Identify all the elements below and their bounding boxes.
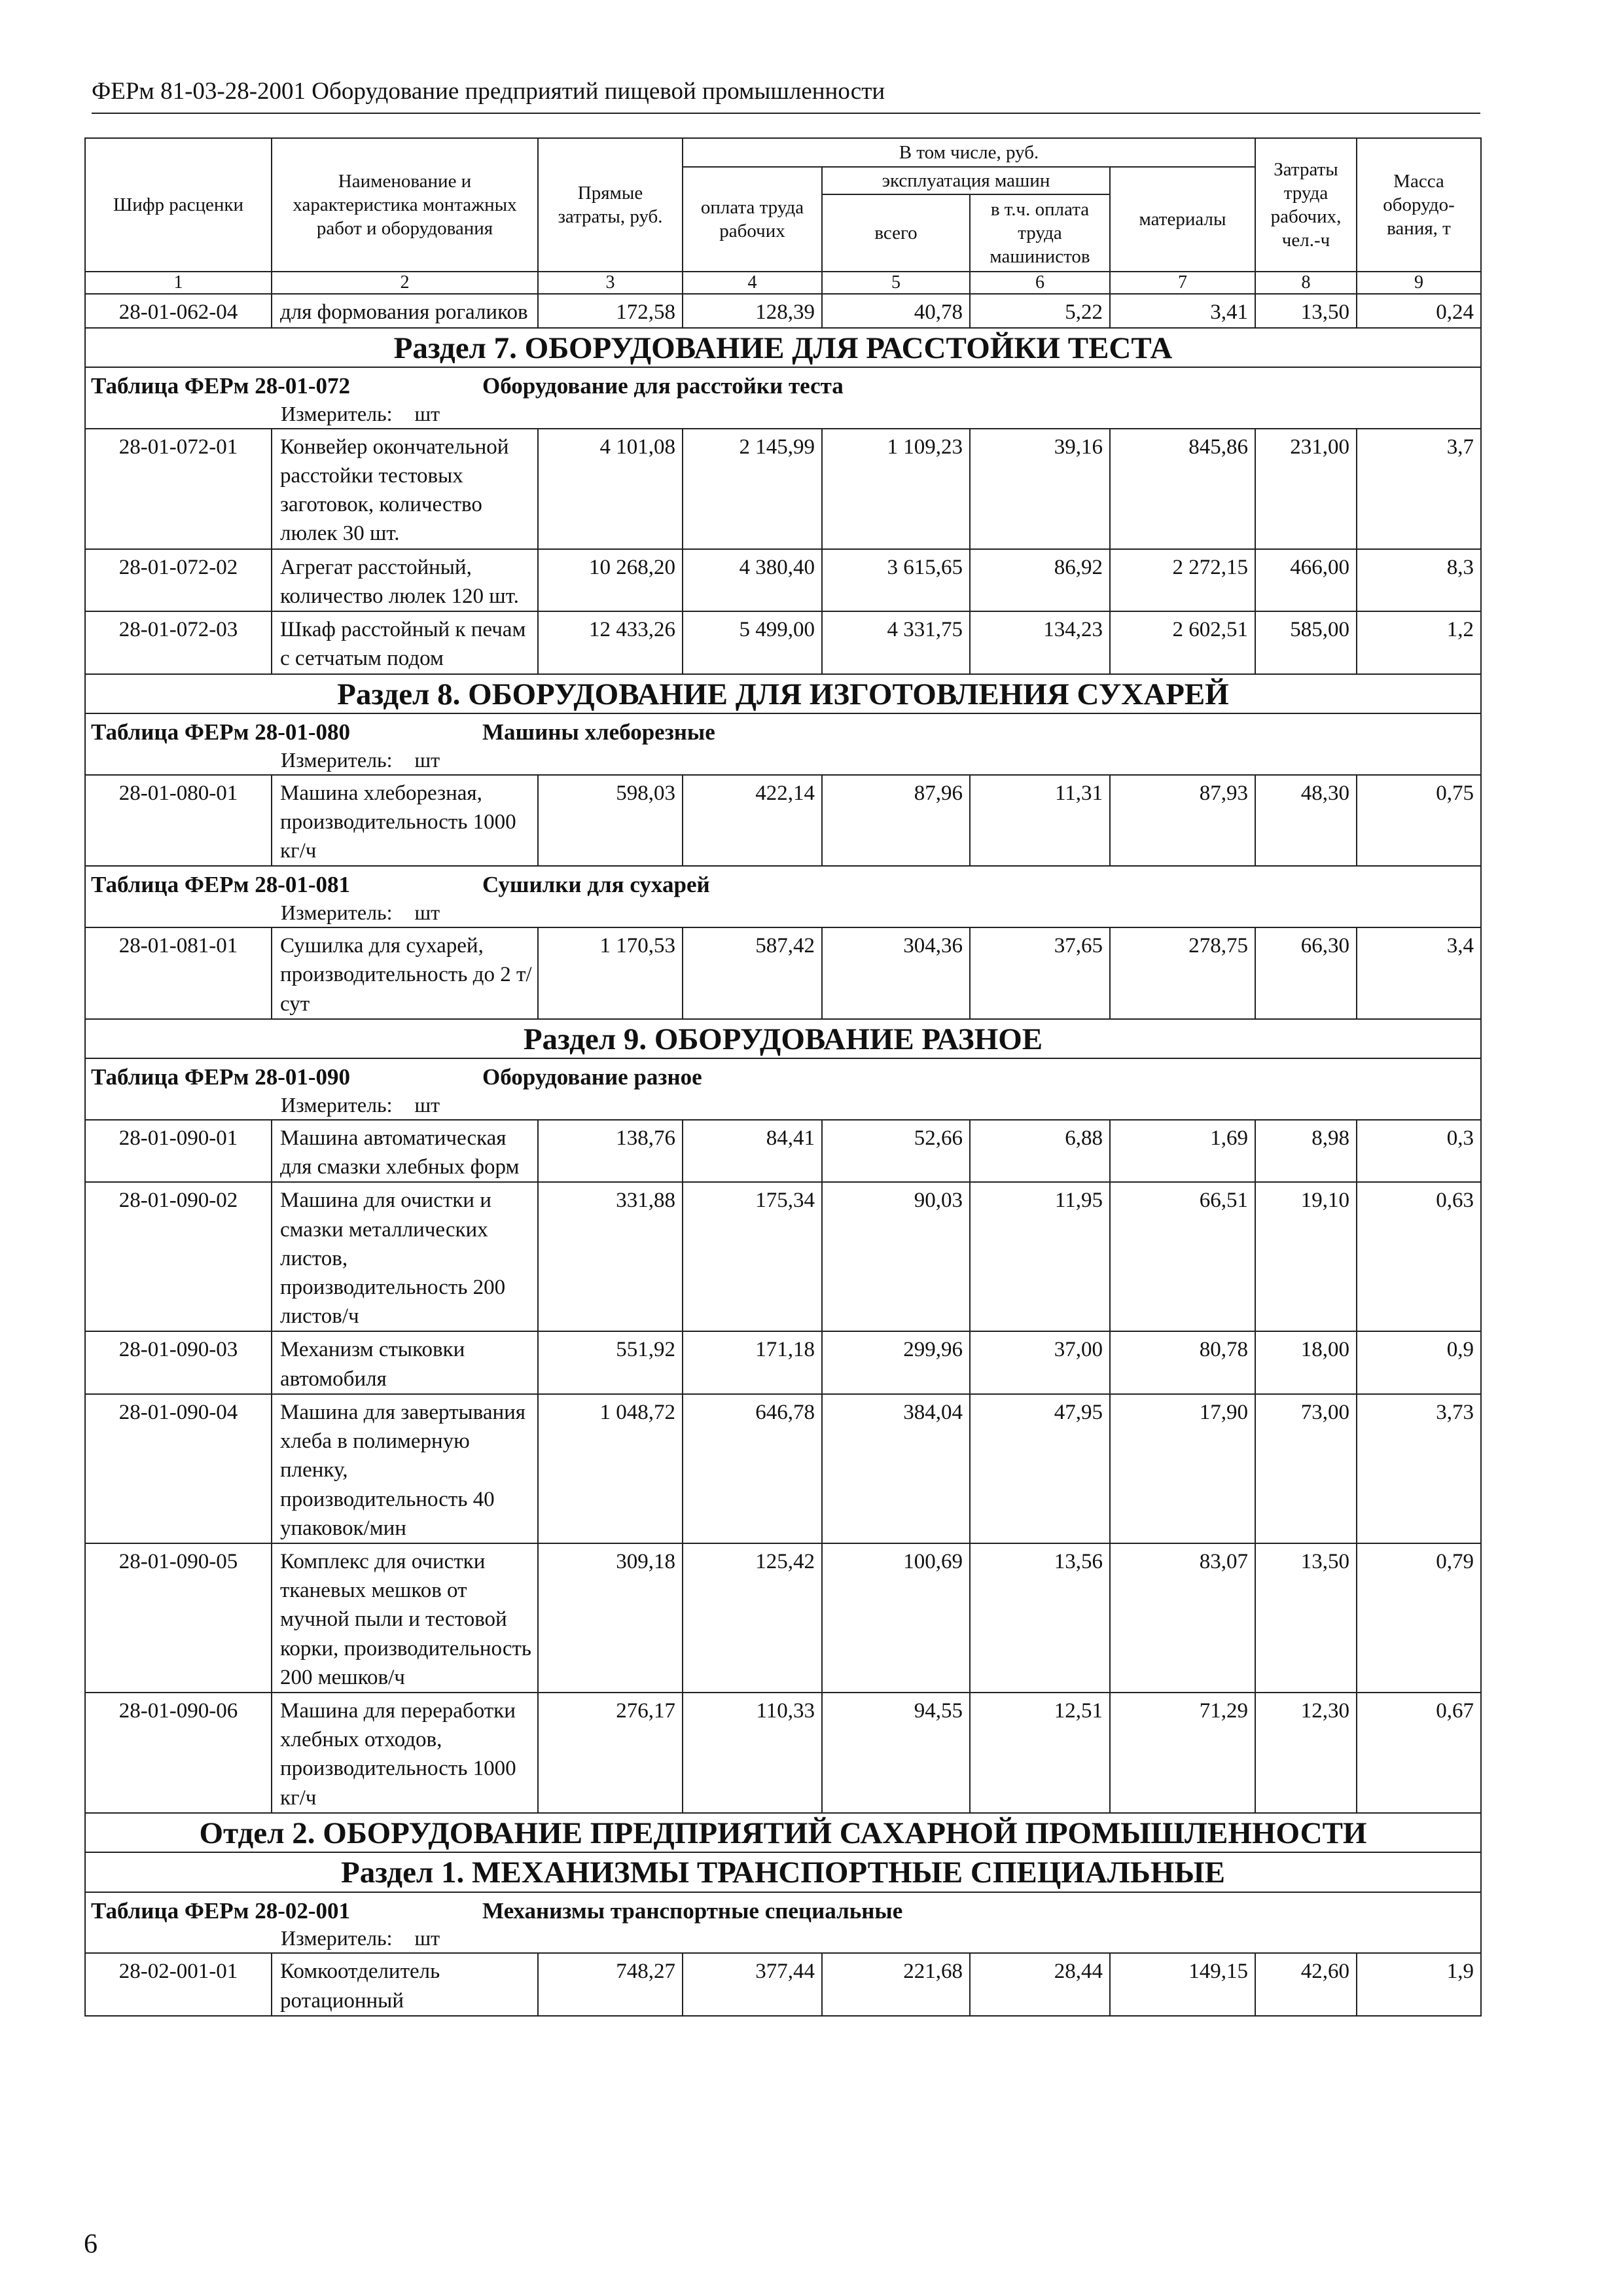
value-cell: 47,95 xyxy=(970,1394,1110,1543)
header-machines-total: всего xyxy=(822,194,970,272)
table-body xyxy=(85,294,1481,2015)
value-cell: 17,90 xyxy=(1110,1394,1255,1543)
value-cell: 84,41 xyxy=(683,1120,822,1182)
table-unit xyxy=(85,1925,1481,1953)
table-row xyxy=(85,927,1481,1019)
value-cell: 384,04 xyxy=(822,1394,970,1543)
value-cell: 466,00 xyxy=(1255,549,1357,611)
value-cell: 19,10 xyxy=(1255,1182,1357,1331)
section-heading-row xyxy=(85,328,1481,367)
table-caption xyxy=(85,1892,1481,1926)
table-code: Таблица ФЕРм 28-02-001 xyxy=(91,1897,351,1924)
header-labor-hours: Затраты труда рабочих, чел.-ч xyxy=(1255,138,1357,272)
value-cell: 125,42 xyxy=(683,1543,822,1693)
header-machine-operation: эксплуатация машин xyxy=(822,167,1110,194)
value-cell: 12,51 xyxy=(970,1693,1110,1813)
unit-label: Измеритель: xyxy=(281,401,393,425)
table-title: Сушилки для сухарей xyxy=(482,872,710,898)
value-cell: 6,88 xyxy=(970,1120,1110,1182)
header-machinists-pay: в т.ч. оплата труда машинистов xyxy=(970,194,1110,272)
value-cell: 1 170,53 xyxy=(538,927,683,1019)
value-cell: 37,65 xyxy=(970,927,1110,1019)
work-name: Механизм стыковки автомобиля xyxy=(272,1331,538,1393)
work-name: Комкоотделитель ротационный xyxy=(272,1953,538,2015)
table-caption-row xyxy=(85,1058,1481,1092)
table-caption-row xyxy=(85,1892,1481,1926)
value-cell: 171,18 xyxy=(683,1331,822,1393)
rate-code: 28-01-062-04 xyxy=(85,294,272,327)
work-name: Машина для переработки хлебных отходов, производительность 1000 кг/ч xyxy=(272,1693,538,1813)
value-cell: 231,00 xyxy=(1255,429,1357,549)
rates-table-container xyxy=(84,137,1480,2017)
table-title: Машины хлеборезные xyxy=(482,719,715,745)
value-cell: 40,78 xyxy=(822,294,970,327)
table-row xyxy=(85,1120,1481,1182)
table-row xyxy=(85,775,1481,867)
value-cell: 110,33 xyxy=(683,1693,822,1813)
value-cell: 278,75 xyxy=(1110,927,1255,1019)
value-cell: 66,51 xyxy=(1110,1182,1255,1331)
value-cell: 2 272,15 xyxy=(1110,549,1255,611)
rate-code: 28-02-001-01 xyxy=(85,1953,272,2015)
value-cell: 11,95 xyxy=(970,1182,1110,1331)
value-cell: 0,3 xyxy=(1357,1120,1481,1182)
value-cell: 94,55 xyxy=(822,1693,970,1813)
column-numbers-row xyxy=(85,272,1481,294)
work-name: Машина автоматическая для смазки хлебных форм xyxy=(272,1120,538,1182)
value-cell: 13,50 xyxy=(1255,1543,1357,1693)
value-cell: 73,00 xyxy=(1255,1394,1357,1543)
rate-code: 28-01-090-01 xyxy=(85,1120,272,1182)
value-cell: 4 380,40 xyxy=(683,549,822,611)
column-number: 9 xyxy=(1357,272,1481,294)
rate-code: 28-01-081-01 xyxy=(85,927,272,1019)
value-cell: 748,27 xyxy=(538,1953,683,2015)
value-cell: 4 331,75 xyxy=(822,611,970,673)
table-row xyxy=(85,294,1481,327)
value-cell: 175,34 xyxy=(683,1182,822,1331)
section-title: Раздел 9. ОБОРУДОВАНИЕ РАЗНОЕ xyxy=(85,1019,1481,1058)
value-cell: 8,3 xyxy=(1357,549,1481,611)
column-number: 5 xyxy=(822,272,970,294)
table-code: Таблица ФЕРм 28-01-090 xyxy=(91,1064,351,1090)
work-name: Сушилка для сухарей, производительность до 2 т/сут xyxy=(272,927,538,1019)
work-name: Комплекс для очистки тканевых мешков от мучной пыли и тестовой корки, производительность 200 мешков/ч xyxy=(272,1543,538,1693)
value-cell: 1,2 xyxy=(1357,611,1481,673)
rate-code: 28-01-090-04 xyxy=(85,1394,272,1543)
value-cell: 80,78 xyxy=(1110,1331,1255,1393)
value-cell: 39,16 xyxy=(970,429,1110,549)
header-equipment-mass: Масса оборудо-вания, т xyxy=(1357,138,1481,272)
table-row xyxy=(85,1182,1481,1331)
table-title: Механизмы транспортные специальные xyxy=(482,1897,903,1924)
column-number: 3 xyxy=(538,272,683,294)
rate-code: 28-01-090-06 xyxy=(85,1693,272,1813)
table-unit xyxy=(85,899,1481,927)
value-cell: 598,03 xyxy=(538,775,683,867)
table-row xyxy=(85,1693,1481,1813)
rate-code: 28-01-072-01 xyxy=(85,429,272,549)
work-name: для формования рогаликов xyxy=(272,294,538,327)
section-heading-row xyxy=(85,1852,1481,1892)
value-cell: 10 268,20 xyxy=(538,549,683,611)
value-cell: 5,22 xyxy=(970,294,1110,327)
table-title: Оборудование разное xyxy=(482,1064,702,1090)
table-row xyxy=(85,1953,1481,2015)
value-cell: 587,42 xyxy=(683,927,822,1019)
column-number: 7 xyxy=(1110,272,1255,294)
value-cell: 86,92 xyxy=(970,549,1110,611)
value-cell: 172,58 xyxy=(538,294,683,327)
section-title: Раздел 1. МЕХАНИЗМЫ ТРАНСПОРТНЫЕ СПЕЦИАЛЬНЫЕ xyxy=(85,1852,1481,1892)
value-cell: 3,41 xyxy=(1110,294,1255,327)
value-cell: 276,17 xyxy=(538,1693,683,1813)
value-cell: 1,9 xyxy=(1357,1953,1481,2015)
value-cell: 299,96 xyxy=(822,1331,970,1393)
value-cell: 0,79 xyxy=(1357,1543,1481,1693)
value-cell: 551,92 xyxy=(538,1331,683,1393)
value-cell: 13,56 xyxy=(970,1543,1110,1693)
value-cell: 42,60 xyxy=(1255,1953,1357,2015)
table-caption xyxy=(85,1058,1481,1092)
value-cell: 149,15 xyxy=(1110,1953,1255,2015)
value-cell: 1 048,72 xyxy=(538,1394,683,1543)
rate-code: 28-01-090-02 xyxy=(85,1182,272,1331)
section-heading-row xyxy=(85,1813,1481,1852)
header-labor-pay: оплата труда рабочих xyxy=(683,167,822,272)
value-cell: 3,73 xyxy=(1357,1394,1481,1543)
table-row xyxy=(85,549,1481,611)
work-name: Конвейер окончательной расстойки тестовых заготовок, количество люлек 30 шт. xyxy=(272,429,538,549)
table-unit-row xyxy=(85,1925,1481,1953)
table-unit-row xyxy=(85,401,1481,429)
rate-code: 28-01-072-02 xyxy=(85,549,272,611)
value-cell: 2 145,99 xyxy=(683,429,822,549)
work-name: Машина хлеборезная, производительность 1000 кг/ч xyxy=(272,775,538,867)
value-cell: 71,29 xyxy=(1110,1693,1255,1813)
table-unit-row xyxy=(85,1092,1481,1120)
value-cell: 2 602,51 xyxy=(1110,611,1255,673)
column-number: 2 xyxy=(272,272,538,294)
unit-label: Измеритель: xyxy=(281,1926,393,1950)
value-cell: 0,63 xyxy=(1357,1182,1481,1331)
table-unit xyxy=(85,1092,1481,1120)
table-row xyxy=(85,429,1481,549)
value-cell: 585,00 xyxy=(1255,611,1357,673)
rate-code: 28-01-072-03 xyxy=(85,611,272,673)
value-cell: 0,9 xyxy=(1357,1331,1481,1393)
column-number: 6 xyxy=(970,272,1110,294)
unit-label: Измеритель: xyxy=(281,901,393,925)
value-cell: 646,78 xyxy=(683,1394,822,1543)
column-number: 4 xyxy=(683,272,822,294)
value-cell: 134,23 xyxy=(970,611,1110,673)
work-name: Машина для завертывания хлеба в полимерную пленку, производительность 40 упаковок/мин xyxy=(272,1394,538,1543)
header-including: В том числе, руб. xyxy=(683,138,1255,167)
value-cell: 221,68 xyxy=(822,1953,970,2015)
table-row xyxy=(85,1331,1481,1393)
unit-value: шт xyxy=(414,401,440,425)
value-cell: 52,66 xyxy=(822,1120,970,1182)
value-cell: 3 615,65 xyxy=(822,549,970,611)
value-cell: 128,39 xyxy=(683,294,822,327)
value-cell: 48,30 xyxy=(1255,775,1357,867)
value-cell: 309,18 xyxy=(538,1543,683,1693)
unit-value: шт xyxy=(414,747,440,772)
value-cell: 138,76 xyxy=(538,1120,683,1182)
table-code: Таблица ФЕРм 28-01-072 xyxy=(91,373,351,399)
section-title: Отдел 2. ОБОРУДОВАНИЕ ПРЕДПРИЯТИЙ САХАРНОЙ ПРОМЫШЛЕННОСТИ xyxy=(85,1813,1481,1852)
value-cell: 13,50 xyxy=(1255,294,1357,327)
rate-code: 28-01-090-05 xyxy=(85,1543,272,1693)
value-cell: 0,24 xyxy=(1357,294,1481,327)
value-cell: 3,4 xyxy=(1357,927,1481,1019)
value-cell: 87,96 xyxy=(822,775,970,867)
table-unit-row xyxy=(85,899,1481,927)
work-name: Агрегат расстойный, количество люлек 120 шт. xyxy=(272,549,538,611)
work-name: Шкаф расстойный к печам с сетчатым подом xyxy=(272,611,538,673)
rate-code: 28-01-090-03 xyxy=(85,1331,272,1393)
column-number: 8 xyxy=(1255,272,1357,294)
header-name: Наименование и характеристика монтажных работ и оборудования xyxy=(272,138,538,272)
unit-value: шт xyxy=(414,901,440,925)
value-cell: 4 101,08 xyxy=(538,429,683,549)
work-name: Машина для очистки и смазки металлических листов, производительность 200 листов/ч xyxy=(272,1182,538,1331)
value-cell: 87,93 xyxy=(1110,775,1255,867)
column-number: 1 xyxy=(85,272,272,294)
value-cell: 304,36 xyxy=(822,927,970,1019)
table-caption xyxy=(85,866,1481,899)
table-caption-row xyxy=(85,713,1481,747)
value-cell: 0,75 xyxy=(1357,775,1481,867)
value-cell: 66,30 xyxy=(1255,927,1357,1019)
unit-label: Измеритель: xyxy=(281,1092,393,1117)
value-cell: 1 109,23 xyxy=(822,429,970,549)
value-cell: 422,14 xyxy=(683,775,822,867)
header-code: Шифр расценки xyxy=(85,138,272,272)
section-title: Раздел 8. ОБОРУДОВАНИЕ ДЛЯ ИЗГОТОВЛЕНИЯ СУХАРЕЙ xyxy=(85,674,1481,713)
table-caption-row xyxy=(85,866,1481,899)
table-unit xyxy=(85,747,1481,775)
value-cell: 377,44 xyxy=(683,1953,822,2015)
page-header: ФЕРм 81-03-28-2001 Оборудование предприятий пищевой промышленности xyxy=(92,77,1480,114)
value-cell: 37,00 xyxy=(970,1331,1110,1393)
section-heading-row xyxy=(85,674,1481,713)
unit-label: Измеритель: xyxy=(281,747,393,772)
table-unit xyxy=(85,401,1481,429)
header-materials: материалы xyxy=(1110,167,1255,272)
value-cell: 18,00 xyxy=(1255,1331,1357,1393)
value-cell: 1,69 xyxy=(1110,1120,1255,1182)
page-number: 6 xyxy=(84,2229,98,2259)
value-cell: 331,88 xyxy=(538,1182,683,1331)
table-caption xyxy=(85,367,1481,401)
table-caption xyxy=(85,713,1481,747)
table-caption-row xyxy=(85,367,1481,401)
value-cell: 83,07 xyxy=(1110,1543,1255,1693)
value-cell: 12 433,26 xyxy=(538,611,683,673)
value-cell: 12,30 xyxy=(1255,1693,1357,1813)
table-row xyxy=(85,1394,1481,1543)
unit-value: шт xyxy=(414,1926,440,1950)
value-cell: 5 499,00 xyxy=(683,611,822,673)
section-heading-row xyxy=(85,1019,1481,1058)
rates-table xyxy=(84,137,1482,2017)
table-row xyxy=(85,1543,1481,1693)
table-code: Таблица ФЕРм 28-01-081 xyxy=(91,872,351,898)
value-cell: 3,7 xyxy=(1357,429,1481,549)
rate-code: 28-01-080-01 xyxy=(85,775,272,867)
unit-value: шт xyxy=(414,1092,440,1117)
table-unit-row xyxy=(85,747,1481,775)
table-title: Оборудование для расстойки теста xyxy=(482,373,844,399)
value-cell: 0,67 xyxy=(1357,1693,1481,1813)
value-cell: 90,03 xyxy=(822,1182,970,1331)
value-cell: 8,98 xyxy=(1255,1120,1357,1182)
value-cell: 845,86 xyxy=(1110,429,1255,549)
table-code: Таблица ФЕРм 28-01-080 xyxy=(91,719,351,745)
value-cell: 100,69 xyxy=(822,1543,970,1693)
value-cell: 28,44 xyxy=(970,1953,1110,2015)
section-title: Раздел 7. ОБОРУДОВАНИЕ ДЛЯ РАССТОЙКИ ТЕСТА xyxy=(85,328,1481,367)
header-direct-costs: Прямые затраты, руб. xyxy=(538,138,683,272)
table-row xyxy=(85,611,1481,673)
value-cell: 11,31 xyxy=(970,775,1110,867)
